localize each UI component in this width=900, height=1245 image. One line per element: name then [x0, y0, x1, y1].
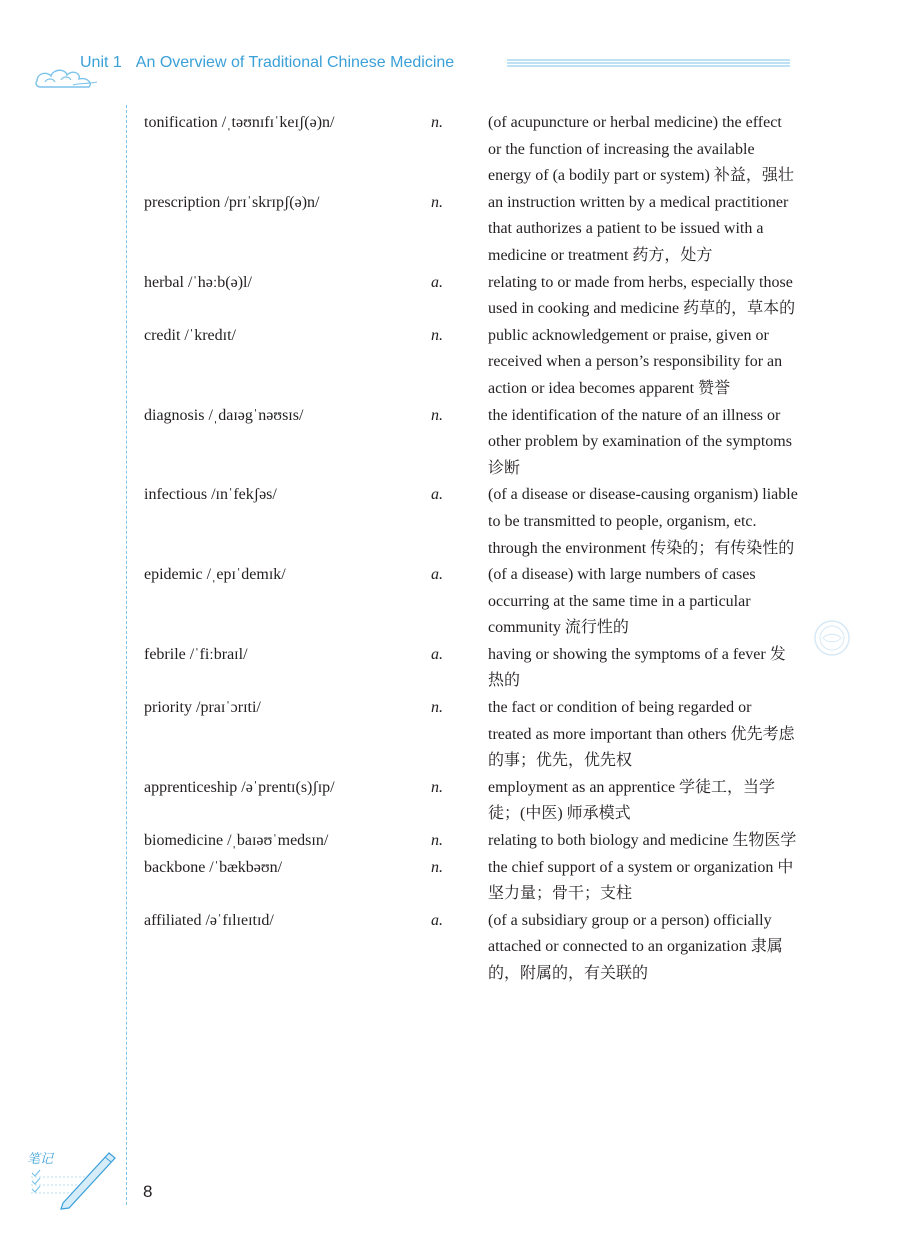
- entry-term: herbal /ˈhəːb(ə)l/: [144, 273, 252, 291]
- entry-definition: relating to or made from herbs, especially those used in cooking and medicine 药草的，草本的: [488, 273, 796, 318]
- entry-part-of-speech: a.: [431, 273, 443, 291]
- unit-title: An Overview of Traditional Chinese Medicine: [135, 54, 455, 71]
- entry-part-of-speech: n.: [431, 699, 443, 717]
- entry-part-of-speech: a.: [431, 911, 443, 929]
- entry-term: backbone /ˈbækbəʊn/: [144, 858, 283, 876]
- vocab-entry: [144, 110, 804, 190]
- entry-term: febrile /ˈfiːbraɪl/: [144, 645, 248, 663]
- entry-part-of-speech: n.: [431, 832, 443, 850]
- entry-term: affiliated /əˈfɪlɪeɪtɪd/: [144, 911, 274, 929]
- entry-definition: an instruction written by a medical practitioner that authorizes a patient to be issued with a medicine or treatment 药方，处方: [488, 193, 789, 264]
- entry-part-of-speech: n.: [431, 193, 443, 211]
- entry-term: biomedicine /ˌbaɪəʊˈmedsɪn/: [144, 832, 329, 850]
- page-number: 8: [143, 1182, 153, 1201]
- vocab-entry: [144, 270, 804, 323]
- entry-part-of-speech: n.: [431, 778, 443, 796]
- vocab-entry: [144, 190, 804, 270]
- entry-definition: (of acupuncture or herbal medicine) the effect or the function of increasing the available energy of (a bodily part or system) 补益，强壮: [488, 114, 794, 185]
- entry-part-of-speech: a.: [431, 645, 443, 663]
- vocab-entry: [144, 562, 804, 642]
- entry-part-of-speech: n.: [431, 326, 443, 344]
- entry-definition: (of a subsidiary group or a person) officially attached or connected to an organization 隶属的，附属的，有关联的: [488, 911, 783, 982]
- header-rule: [507, 59, 790, 67]
- page-header: [0, 0, 900, 100]
- entry-term: prescription /prɪˈskrɪpʃ(ə)n/: [144, 193, 320, 211]
- entry-term: diagnosis /ˌdaɪəgˈnəʊsɪs/: [144, 406, 304, 424]
- vocab-entry: [144, 403, 804, 483]
- vocab-entry: [144, 323, 804, 403]
- entry-term: priority /praɪˈɔrɪti/: [144, 699, 261, 717]
- vocab-entry: [144, 775, 804, 828]
- entry-definition: the chief support of a system or organization 中坚力量；骨干；支柱: [488, 858, 794, 903]
- notes-pen-icon: [25, 1143, 125, 1211]
- vocabulary-list: [144, 110, 804, 988]
- seal-ornament-icon: [812, 618, 852, 658]
- vocab-entry: [144, 642, 804, 695]
- vocab-entry: [144, 695, 804, 775]
- unit-label: Unit 1: [80, 54, 122, 71]
- vocab-entry: [144, 855, 804, 908]
- vocab-entry: [144, 828, 804, 855]
- entry-definition: (of a disease) with large numbers of cases occurring at the same time in a particular community 流行性的: [488, 566, 756, 637]
- entry-part-of-speech: n.: [431, 406, 443, 424]
- entry-definition: the fact or condition of being regarded or treated as more important than others 优先考虑的事；优先，优先权: [488, 699, 795, 770]
- notes-label: 笔记: [27, 1152, 54, 1167]
- entry-definition: (of a disease or disease-causing organism) liable to be transmitted to people, organism, etc. through the environment 传染的；有传染性的: [488, 486, 798, 557]
- entry-definition: relating to both biology and medicine 生物医学: [488, 832, 797, 850]
- vocab-entry: [144, 908, 804, 988]
- entry-part-of-speech: n.: [431, 858, 443, 876]
- entry-term: apprenticeship /əˈprentɪ(s)ʃɪp/: [144, 778, 335, 796]
- entry-definition: employment as an apprentice 学徒工，当学徒；(中医) 师承模式: [488, 778, 776, 823]
- entry-term: credit /ˈkredɪt/: [144, 326, 236, 344]
- entry-part-of-speech: n.: [431, 114, 443, 131]
- entry-term: tonification /ˌtəʊnɪfɪˈkeɪʃ(ə)n/: [144, 114, 335, 131]
- entry-term: infectious /ɪnˈfekʃəs/: [144, 486, 277, 504]
- entry-definition: the identification of the nature of an illness or other problem by examination of the symptoms 诊断: [488, 406, 792, 477]
- unit-heading: [80, 54, 454, 72]
- entry-part-of-speech: a.: [431, 486, 443, 504]
- entry-part-of-speech: a.: [431, 566, 443, 584]
- entry-term: epidemic /ˌepɪˈdemɪk/: [144, 566, 286, 584]
- vocab-entry: [144, 482, 804, 562]
- entry-definition: having or showing the symptoms of a fever 发热的: [488, 645, 786, 690]
- notes-margin-divider: [126, 105, 127, 1205]
- entry-definition: public acknowledgement or praise, given or received when a person’s responsibility for an action or idea becomes apparent 赞誉: [488, 326, 783, 397]
